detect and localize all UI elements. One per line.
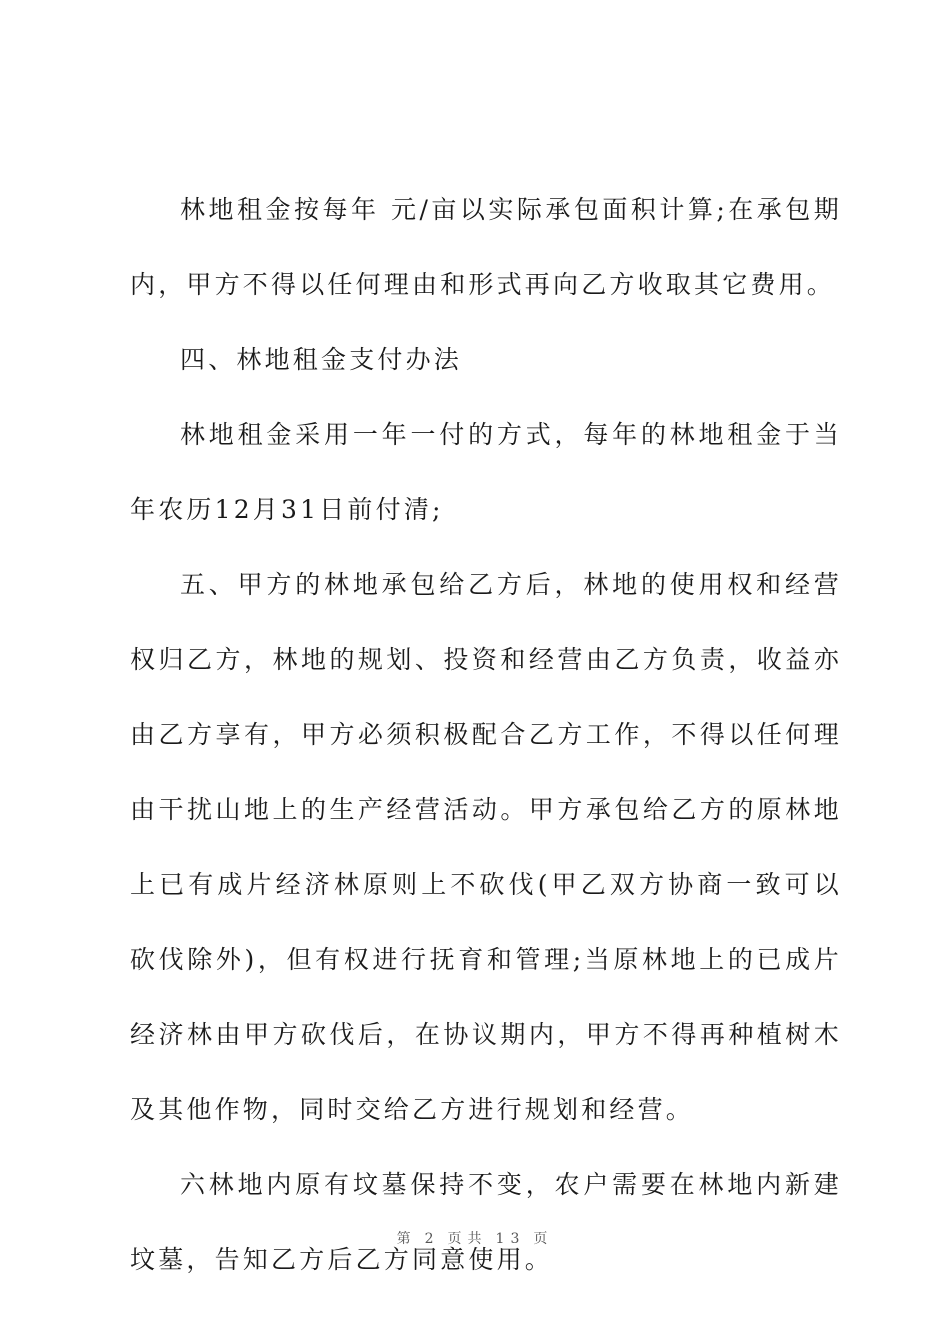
document-body — [130, 172, 842, 1297]
footer-prefix: 第 — [396, 1231, 417, 1247]
footer-middle: 页共 — [447, 1231, 488, 1247]
footer-total-pages: 13 — [495, 1231, 526, 1247]
footer-suffix: 页 — [533, 1231, 554, 1247]
section-heading-payment-method: 四、林地租金支付办法 — [180, 345, 463, 374]
footer-current-page: 2 — [424, 1231, 440, 1247]
paragraph-rights-and-management: 五、甲方的林地承包给乙方后，林地的使用权和经营权归乙方，林地的规划、投资和经营由乙方负责，收益亦由乙方享有，甲方必须积极配合乙方工作，不得以任何理由干扰山地上的生产经营活动。甲方承包给乙方的原林地上已有成片经济林原则上不砍伐(甲乙双方协商一致可以砍伐除外)，但有权进行抚育和管理;当原林地上的已成片经济林由甲方砍伐后，在协议期内，甲方不得再种植树木及其他作物，同时交给乙方进行规划和经营。 — [130, 570, 842, 1124]
page-footer — [0, 1228, 950, 1248]
paragraph-graves: 六林地内原有坟墓保持不变，农户需要在林地内新建坟墓，告知乙方后乙方同意使用。 — [130, 1170, 842, 1274]
paragraph-payment-method: 林地租金采用一年一付的方式，每年的林地租金于当年农历12月31日前付清; — [130, 420, 842, 524]
paragraph-rent-rate: 林地租金按每年 元/亩以实际承包面积计算;在承包期内，甲方不得以任何理由和形式再向乙方收取其它费用。 — [130, 195, 842, 299]
